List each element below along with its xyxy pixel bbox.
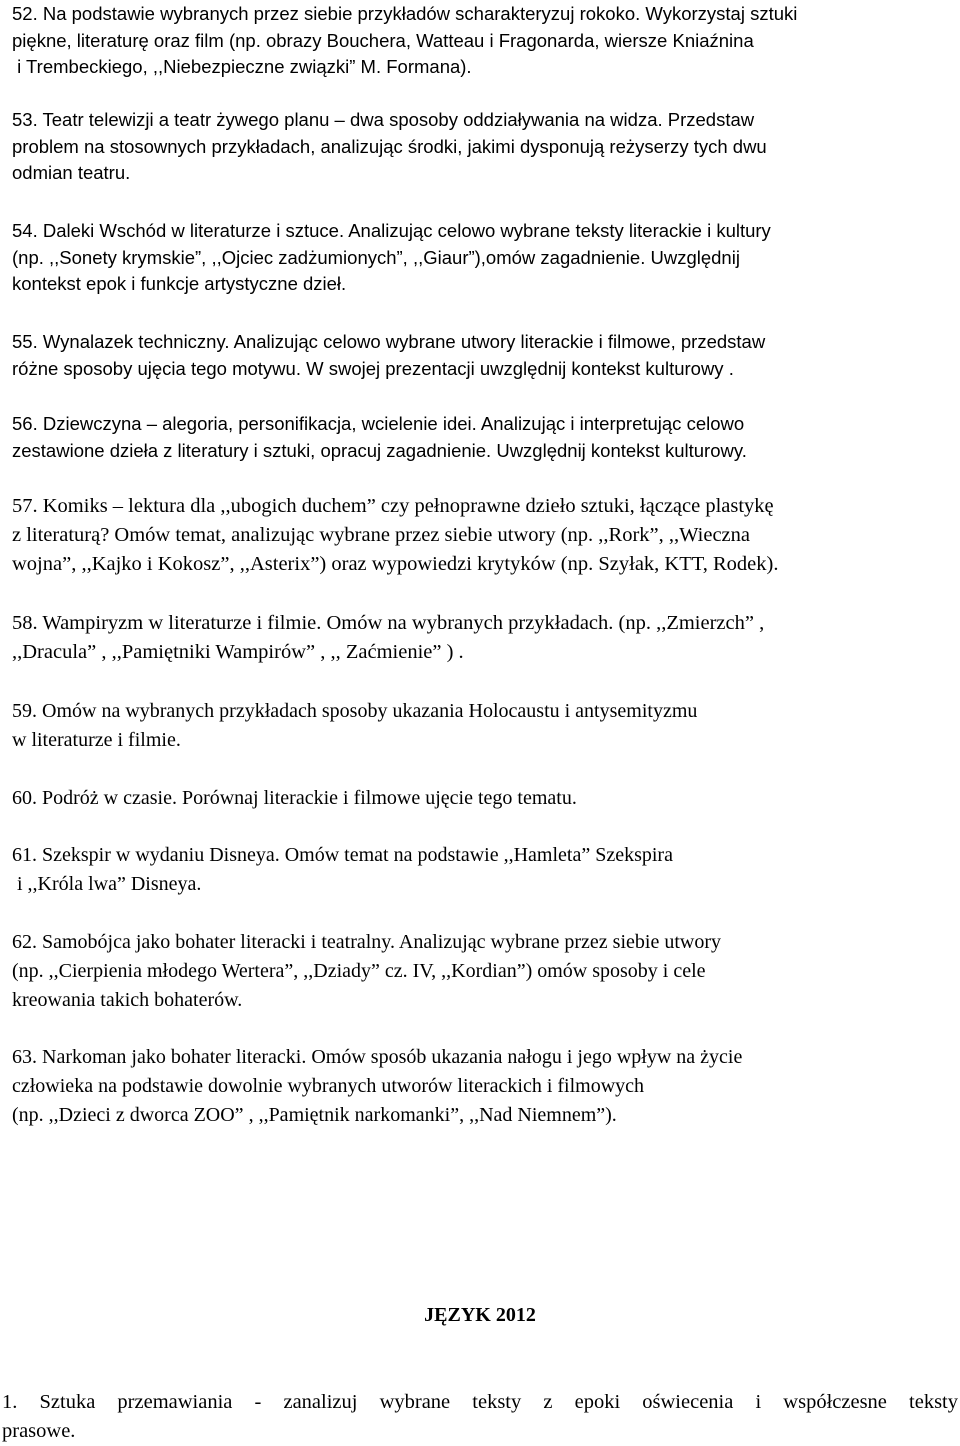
topic-54 bbox=[12, 218, 946, 298]
topic-line: wojna”, ,,Kajko i Kokosz”, ,,Asterix”) oraz wypowiedzi krytyków (np. Szyłak, KTT, Rodek). bbox=[12, 553, 779, 575]
topic-63 bbox=[12, 1043, 946, 1130]
topic-line: 57. Komiks – lektura dla ,,ubogich duchem” czy pełnoprawne dzieło sztuki, łączące plastykę bbox=[12, 495, 774, 517]
topic-55 bbox=[12, 329, 946, 382]
topic-57 bbox=[12, 492, 946, 579]
topic-line: 58. Wampiryzm w literaturze i filmie. Omów na wybranych przykładach. (np. ,,Zmierzch” , bbox=[12, 612, 765, 634]
topic-61 bbox=[12, 841, 946, 899]
section-item-line: 1. Sztuka przemawiania - zanalizuj wybrane teksty z epoki oświecenia i współczesne teksty bbox=[2, 1391, 958, 1413]
topic-line: w literaturze i filmie. bbox=[12, 729, 181, 751]
topic-line: zestawione dzieła z literatury i sztuki, opracuj zagadnienie. Uwzględnij kontekst kulturowy. bbox=[12, 439, 747, 461]
topic-line: 59. Omów na wybranych przykładach sposoby ukazania Holocaustu i antysemityzmu bbox=[12, 700, 698, 722]
topic-53 bbox=[12, 107, 946, 187]
topic-line: 55. Wynalazek techniczny. Analizując celowo wybrane utwory literackie i filmowe, przedstaw bbox=[12, 331, 766, 352]
topic-59 bbox=[12, 697, 946, 755]
section-item-line: prasowe. bbox=[2, 1420, 76, 1442]
topic-60 bbox=[12, 784, 946, 813]
topic-line: problem na stosownych przykładach, analizując środki, jakimi dysponują reżyserzy tych dwu bbox=[12, 135, 767, 157]
topic-line: (np. ,,Dzieci z dworca ZOO” , ,,Pamiętnik narkomanki”, ,,Nad Niemnem”). bbox=[12, 1104, 617, 1126]
topic-line: (np. ,,Cierpienia młodego Wertera”, ,,Dziady” cz. IV, ,,Kordian”) omów sposoby i cele bbox=[12, 960, 706, 982]
topic-52 bbox=[12, 1, 946, 81]
topic-58 bbox=[12, 609, 946, 667]
topic-line: 62. Samobójca jako bohater literacki i teatralny. Analizując wybrane przez siebie utwory bbox=[12, 931, 721, 953]
topic-line: ,,Dracula” , ,,Pamiętniki Wampirów” , ,, Zaćmienie” ) . bbox=[12, 641, 464, 663]
topic-line: kreowania takich bohaterów. bbox=[12, 989, 243, 1011]
topic-line: piękne, literaturę oraz film (np. obrazy Bouchera, Watteau i Fragonarda, wiersze Kniaźnina bbox=[12, 29, 754, 51]
section-item-1 bbox=[2, 1388, 958, 1446]
topic-line: 63. Narkoman jako bohater literacki. Omów sposób ukazania nałogu i jego wpływ na życie bbox=[12, 1046, 743, 1068]
section-heading: JĘZYK 2012 bbox=[424, 1304, 536, 1326]
topic-line: 53. Teatr telewizji a teatr żywego planu – dwa sposoby oddziaływania na widza. Przedstaw bbox=[12, 109, 755, 130]
topic-line: 56. Dziewczyna – alegoria, personifikacja, wcielenie idei. Analizując i interpretując celowo bbox=[12, 413, 745, 434]
topic-line: różne sposoby ujęcia tego motywu. W swojej prezentacji uwzględnij kontekst kulturowy . bbox=[12, 357, 734, 379]
topic-line: 52. Na podstawie wybranych przez siebie przykładów scharakteryzuj rokoko. Wykorzystaj sztuki bbox=[12, 3, 798, 24]
topic-62 bbox=[12, 928, 946, 1015]
topic-line: i Trembeckiego, ,,Niebezpieczne związki” M. Formana). bbox=[12, 56, 472, 77]
topic-line: odmian teatru. bbox=[12, 162, 131, 183]
topic-56 bbox=[12, 411, 946, 464]
topic-line: (np. ,,Sonety krymskie”, ,,Ojciec zadżumionych”, ,,Giaur”),omów zagadnienie. Uwzględnij bbox=[12, 246, 740, 268]
topic-line: kontekst epok i funkcje artystyczne dzieł. bbox=[12, 273, 347, 294]
topic-line: 54. Daleki Wschód w literaturze i sztuce. Analizując celowo wybrane teksty literackie i kultury bbox=[12, 220, 771, 241]
topic-line: 61. Szekspir w wydaniu Disneya. Omów temat na podstawie ,,Hamleta” Szekspira bbox=[12, 844, 673, 866]
topic-line: 60. Podróż w czasie. Porównaj literackie i filmowe ujęcie tego tematu. bbox=[12, 787, 577, 809]
topic-line: z literaturą? Omów temat, analizując wybrane przez siebie utwory (np. ,,Rork”, ,,Wieczna bbox=[12, 524, 750, 546]
topic-line: i ,,Króla lwa” Disneya. bbox=[12, 873, 202, 895]
topic-line: człowieka na podstawie dowolnie wybranych utworów literackich i filmowych bbox=[12, 1075, 645, 1097]
